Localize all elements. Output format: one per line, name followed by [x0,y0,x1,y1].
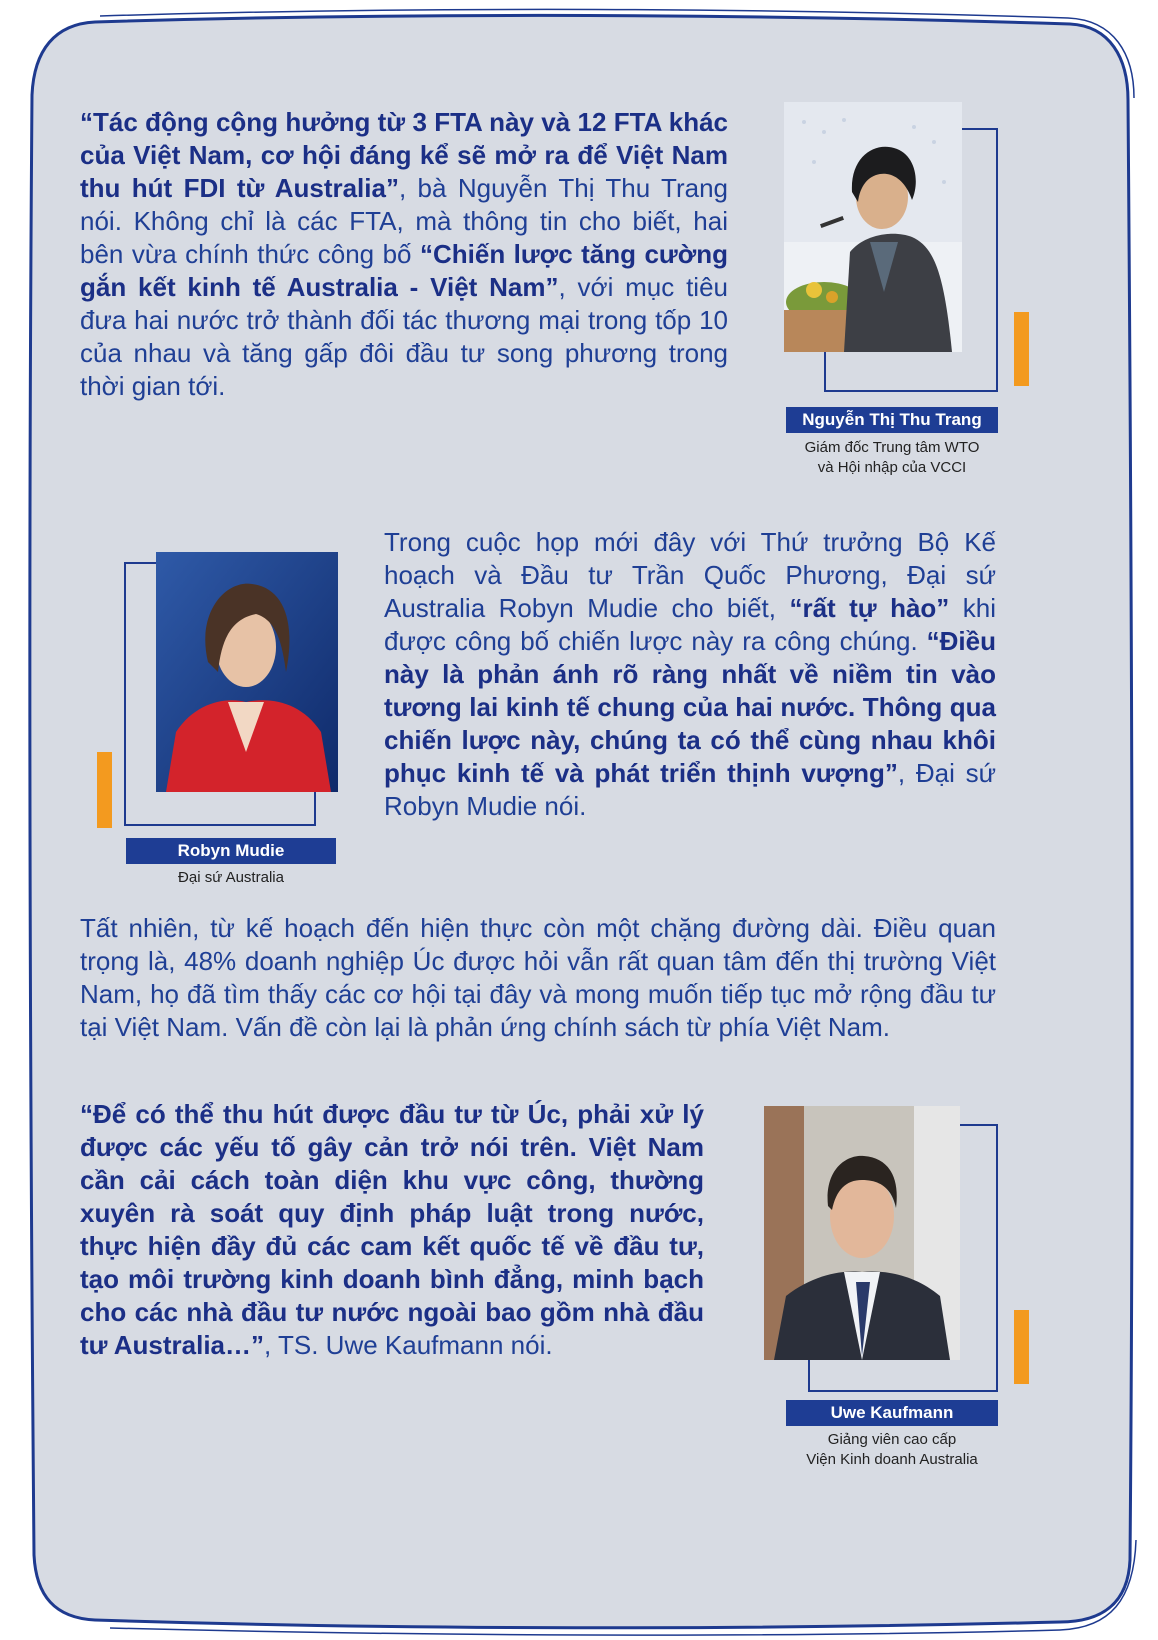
accent-bar-1 [1014,312,1029,386]
intro-text-end: , với mục tiêu đưa hai nước trở thành đối tác thương mại trong tốp 10 của nhau và tăng gấp đôi đầu tư song phương trong thời gian tới. [80,272,728,401]
ambassador-paragraph [384,526,996,823]
ambassador-text-mid: khi được công bố chiến lược này ra công chúng. [384,593,996,656]
caption-1-line1: Giám đốc Trung tâm WTO [804,439,980,456]
kaufmann-quote-paragraph [80,1098,704,1362]
ambassador-text-end: , Đại sứ Robyn Mudie nói. [384,758,996,821]
kaufmann-attribution: , TS. Uwe Kaufmann nói. [264,1330,553,1360]
portrait-nguyen-thi-thu-trang [784,102,962,352]
name-badge-3: Uwe Kaufmann [786,1400,998,1426]
name-badge-2: Robyn Mudie [126,838,336,864]
ambassador-text: Trong cuộc họp mới đây với Thứ trưởng Bộ Kế hoạch và Đầu tư Trần Quốc Phương, Đại sứ Australia Robyn Mudie cho biết, [384,527,996,623]
caption-2 [106,868,356,888]
caption-1-line2: và Hội nhập của VCCI [817,459,967,476]
proud-quote: “rất tự hào” [789,593,950,623]
ambassador-quote: “Điều này là phản ánh rõ ràng nhất về niềm tin vào tương lai kinh tế chung của hai nước. Thông qua chiến lược này, chúng ta có thể cùng nhau khôi phục kinh tế và phát triển thịnh vượng” [384,626,996,788]
fdi-quote: “Tác động cộng hưởng từ 3 FTA này và 12 FTA khác của Việt Nam, cơ hội đáng kể sẽ mở ra để Việt Nam thu hút FDI từ Australia” [80,107,728,203]
context-text: Tất nhiên, từ kế hoạch đến hiện thực còn một chặng đường dài. Điều quan trọng là, 48% doanh nghiệp Úc được hỏi vẫn rất quan tâm đến thị trường Việt Nam, họ đã tìm thấy các cơ hội tại đây và mong muốn tiếp tục mở rộng đầu tư tại Việt Nam. Vấn đề còn lại là phản ứng chính sách từ phía Việt Nam. [80,913,996,1042]
intro-text: , bà Nguyễn Thị Thu Trang nói. Không chỉ là các FTA, mà thông tin cho biết, hai bên vừa chính thức công bố [80,173,729,269]
strategy-name: “Chiến lược tăng cường gắn kết kinh tế Australia - Việt Nam” [80,239,728,302]
context-paragraph [80,912,996,1044]
caption-1 [772,438,1012,478]
accent-bar-3 [1014,1310,1029,1384]
portrait-robyn-mudie [156,552,338,792]
name-badge-1: Nguyễn Thị Thu Trang [786,407,998,433]
portrait-uwe-kaufmann [764,1106,960,1360]
caption-2-line1: Đại sứ Australia [178,869,284,886]
accent-bar-2 [97,752,112,828]
caption-3 [766,1430,1018,1470]
kaufmann-quote: “Để có thể thu hút được đầu tư từ Úc, phải xử lý được các yếu tố gây cản trở nói trên. Việt Nam cần cải cách toàn diện khu vực công, thường xuyên rà soát quy định pháp luật trong nước, thực hiện đầy đủ các cam kết quốc tế về đầu tư, tạo môi trường kinh doanh bình đẳng, minh bạch cho các nhà đầu tư nước ngoài bao gồm nhà đầu tư Australia…” [80,1099,704,1360]
intro-paragraph [80,106,728,403]
caption-3-line1: Giảng viên cao cấp [827,1431,957,1448]
caption-3-line2: Viện Kinh doanh Australia [806,1451,978,1468]
